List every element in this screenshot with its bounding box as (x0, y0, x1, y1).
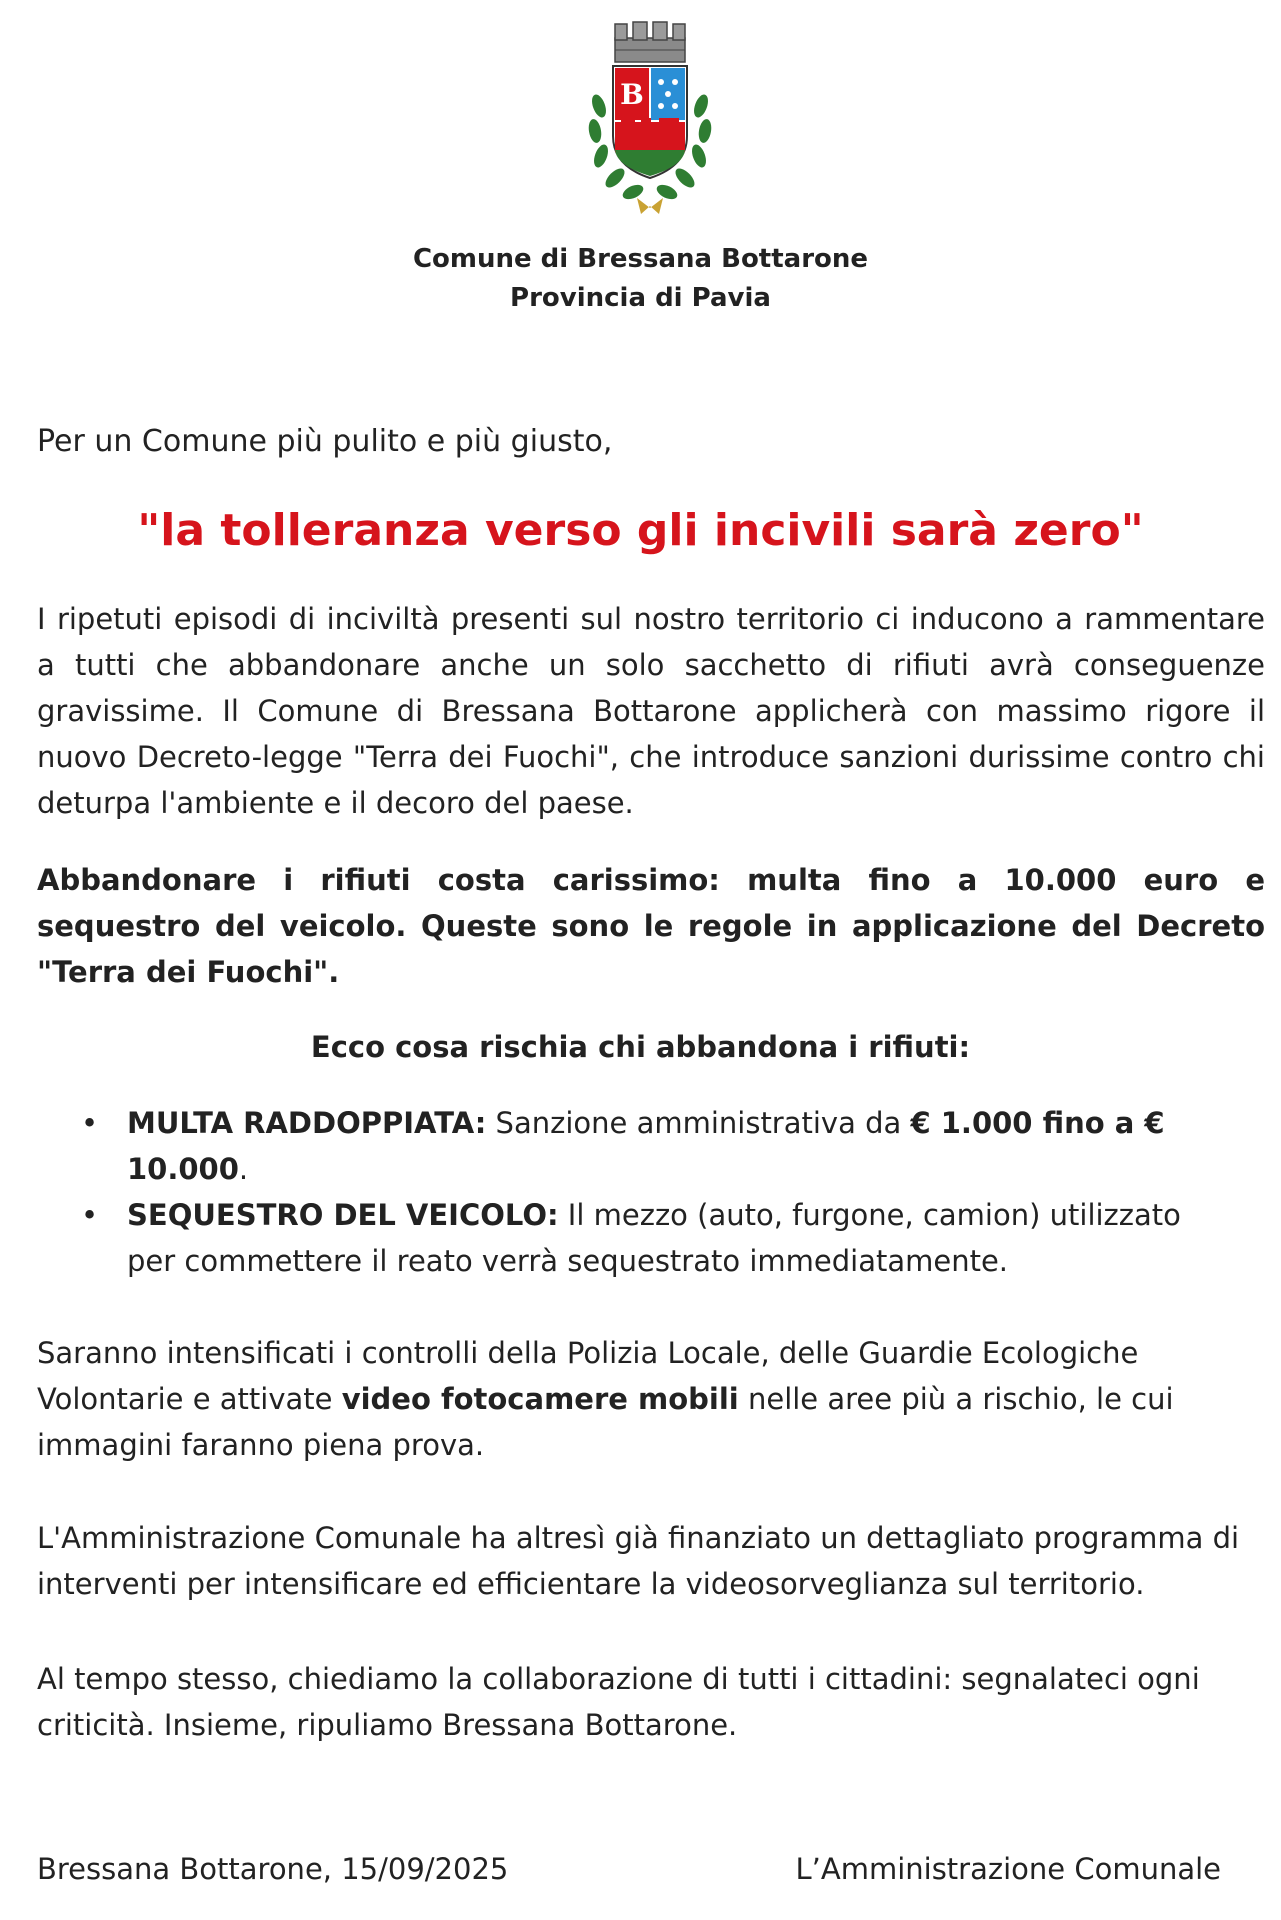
list-item-text: Il mezzo (auto, furgone, camion) utilizzato per commettere il reato verrà sequestrato immediatamente. (127, 1198, 1181, 1278)
list-item-text: Sanzione amministrativa da (486, 1106, 911, 1140)
paragraph-controls-bold: video fotocamere mobili (341, 1382, 739, 1416)
paragraph-warning: Abbandonare i rifiuti costa carissimo: multa fino a 10.000 euro e sequestro del veicolo. Queste sono le regole in applicazione del Decreto "Terra dei Fuochi". (37, 863, 1265, 989)
paragraph-collaboration: Al tempo stesso, chiediamo la collaborazione di tutti i cittadini: segnalateci ogni criticità. Insieme, ripuliamo Bressana Bottarone. (37, 1662, 1200, 1742)
headline: "la tolleranza verso gli incivili sarà zero" (137, 505, 1144, 556)
bullet-icon: • (81, 1106, 99, 1140)
signature: L’Amministrazione Comunale (795, 1852, 1221, 1886)
penalty-list (37, 1100, 1217, 1284)
list-item-amount: € 1.000 fino a € 10.000 (127, 1106, 1165, 1186)
paragraph-controls (37, 1330, 1265, 1468)
paragraph-controls-text: Saranno intensificati i controlli della Polizia Locale, delle Guardie Ecologiche Volontarie e attivate (37, 1336, 1139, 1416)
risk-title: Ecco cosa rischia chi abbandona i rifiuti: (310, 1030, 971, 1064)
coat-of-arms-logo (575, 16, 725, 221)
paragraph-controls-text-end: nelle aree più a rischio, le cui immagini faranno piena prova. (37, 1382, 1174, 1462)
municipality-name: Comune di Bressana Bottarone (412, 244, 869, 274)
list-item (37, 1192, 1217, 1284)
place-date: Bressana Bottarone, 15/09/2025 (37, 1852, 509, 1886)
shield-icon (613, 66, 687, 178)
paragraph-funding: L'Amministrazione Comunale ha altresì già finanziato un dettagliato programma di interventi per intensificare ed efficientare la videosorveglianza sul territorio. (37, 1521, 1240, 1601)
list-item-end: . (238, 1152, 249, 1186)
svg-text:B: B (620, 78, 644, 111)
list-item-label: MULTA RADDOPPIATA: (127, 1106, 487, 1140)
province-name: Provincia di Pavia (510, 283, 771, 313)
list-item-label: SEQUESTRO DEL VEICOLO: (127, 1198, 559, 1232)
greeting: Per un Comune più pulito e più giusto, (37, 424, 613, 459)
list-item (37, 1100, 1217, 1192)
crown-icon (615, 22, 685, 62)
paragraph-intro: I ripetuti episodi di inciviltà presenti sul nostro territorio ci inducono a rammentare a tutti che abbandonare anche un solo sacchetto di rifiuti avrà conseguenze gravissime. Il Comune di Bressana Bottarone applicherà con massimo rigore il nuovo Decreto-legge "Terra dei Fuochi", che introduce sanzioni durissime contro chi deturpa l'ambiente e il decoro del paese. (37, 602, 1265, 820)
bullet-icon: • (81, 1198, 99, 1232)
